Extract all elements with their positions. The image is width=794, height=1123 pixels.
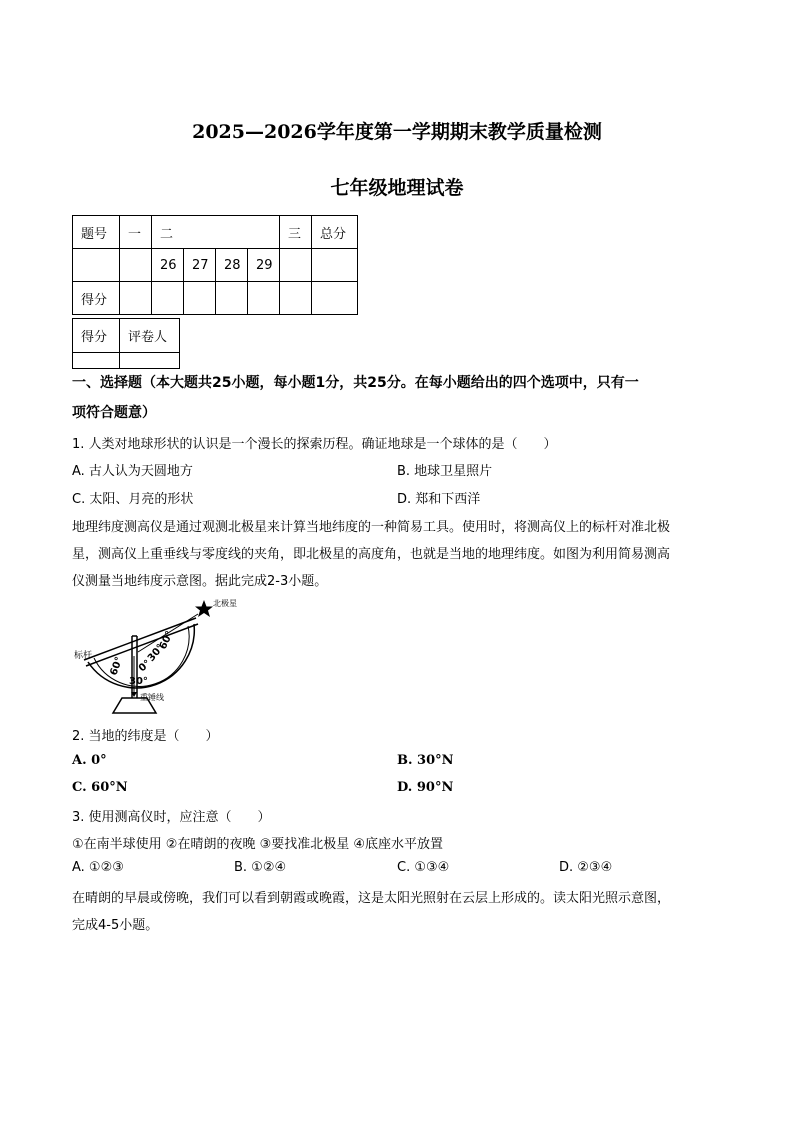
plumb-label: 重锤线 — [140, 693, 164, 702]
score-table — [72, 215, 358, 315]
score-cell — [248, 282, 280, 315]
q1-option-c[interactable]: C. 太阳、月亮的形状 — [72, 492, 194, 507]
score-cell — [152, 282, 184, 315]
score-cell — [120, 282, 152, 315]
score-cell — [73, 249, 120, 282]
scale-label: 60° — [157, 629, 176, 652]
score-cell — [312, 249, 358, 282]
exam-title: 2025—2026学年度第一学期期末教学质量检测 — [192, 121, 602, 143]
grader-score-label: 得分 — [73, 319, 120, 353]
grader-name-label: 评卷人 — [120, 319, 180, 353]
q2-option-a[interactable]: A. 0° — [72, 753, 107, 768]
star-label: 北极星 — [213, 599, 237, 608]
grader-cell — [73, 353, 120, 369]
score-q28: 28 — [216, 249, 248, 282]
section-heading-cont: 项符合题意） — [72, 405, 156, 421]
scale-label: 60° — [108, 655, 126, 678]
score-header-label: 题号 — [73, 216, 120, 249]
scale-label: 30° — [129, 676, 148, 687]
scale-label: 30° — [145, 642, 167, 664]
score-row-label: 得分 — [73, 282, 120, 315]
passage-line: 在晴朗的早晨或傍晚，我们可以看到朝霞或晚霞，这是太阳光照射在云层上形成的。读太阳光照示意图， — [72, 891, 671, 906]
score-cell — [312, 282, 358, 315]
rod-label: 标杆 — [74, 651, 93, 661]
q1-option-b[interactable]: B. 地球卫星照片 — [397, 464, 493, 479]
passage-line: 地理纬度测高仪是通过观测北极星来计算当地纬度的一种简易工具。使用时，将测高仪上的标杆对准北极 — [72, 520, 671, 535]
q3-option-a[interactable]: A. ①②③ — [72, 860, 124, 875]
q2-option-d[interactable]: D. 90°N — [397, 780, 454, 795]
score-header-section1: 一 — [120, 216, 152, 249]
q3-option-b[interactable]: B. ①②④ — [234, 860, 287, 875]
question-3-statements: ①在南半球使用 ②在晴朗的夜晚 ③要找准北极星 ④底座水平放置 — [72, 837, 444, 852]
score-header-total: 总分 — [312, 216, 358, 249]
score-header-section2: 二 — [152, 216, 280, 249]
score-cell — [184, 282, 216, 315]
q2-option-b[interactable]: B. 30°N — [397, 753, 454, 768]
q3-option-c[interactable]: C. ①③④ — [397, 860, 450, 875]
q3-option-d[interactable]: D. ②③④ — [559, 860, 613, 875]
score-q26: 26 — [152, 249, 184, 282]
score-cell — [280, 282, 312, 315]
question-2-stem: 2. 当地的纬度是（ ） — [72, 729, 219, 744]
question-1-stem: 1. 人类对地球形状的认识是一个漫长的探索历程。确证地球是一个球体的是（ ） — [72, 437, 557, 452]
section-heading: 一、选择题（本大题共25小题，每小题1分，共25分。在每小题给出的四个选项中，只有一 — [72, 375, 639, 391]
scale-label: 0° — [136, 658, 154, 675]
question-3-stem: 3. 使用测高仪时，应注意（ ） — [72, 810, 271, 825]
score-header-section3: 三 — [280, 216, 312, 249]
score-cell — [280, 249, 312, 282]
exam-subtitle: 七年级地理试卷 — [330, 177, 464, 199]
score-q29: 29 — [248, 249, 280, 282]
altitude-instrument-figure — [70, 596, 250, 718]
score-q27: 27 — [184, 249, 216, 282]
score-cell — [120, 249, 152, 282]
q1-option-d[interactable]: D. 郑和下西洋 — [397, 492, 481, 507]
passage-line: 完成4-5小题。 — [72, 918, 159, 933]
q1-option-a[interactable]: A. 古人认为天圆地方 — [72, 464, 193, 479]
passage-line: 星，测高仪上重垂线与零度线的夹角，即北极星的高度角，也就是当地的地理纬度。如图为利用简易测高 — [72, 547, 671, 562]
score-cell — [216, 282, 248, 315]
grader-table — [72, 318, 180, 369]
grader-cell — [120, 353, 180, 369]
passage-line: 仪测量当地纬度示意图。据此完成2-3小题。 — [72, 574, 328, 589]
q2-option-c[interactable]: C. 60°N — [72, 780, 128, 795]
